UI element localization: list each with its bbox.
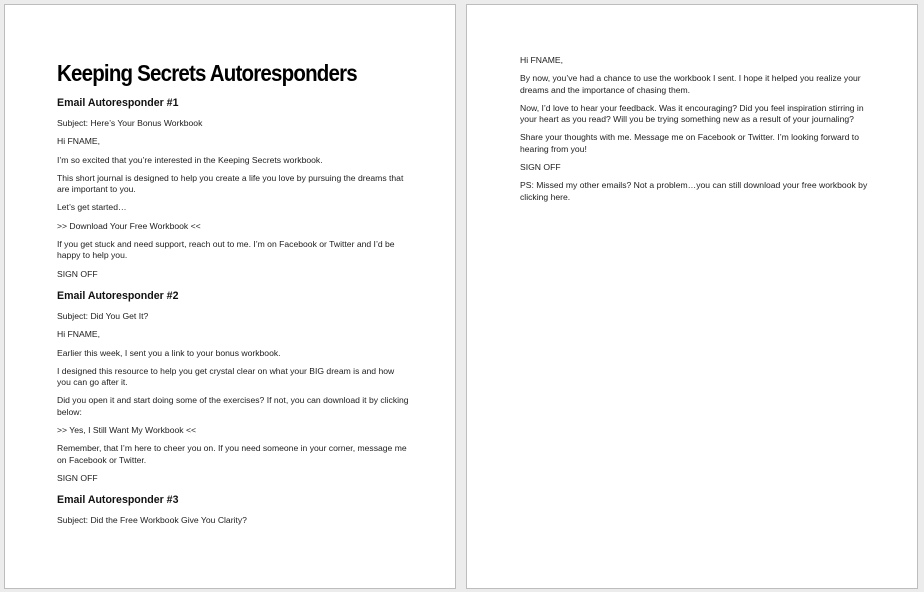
autoresponder-1-paragraph: This short journal is designed to help you create a life you love by pursuing the dreams that are important to you.: [57, 172, 404, 195]
still-want-workbook-link[interactable]: >> Yes, I Still Want My Workbook <<: [57, 425, 196, 436]
autoresponder-2-section: [57, 290, 409, 484]
document-page-2: [466, 4, 918, 589]
page-1-content: [57, 61, 409, 534]
autoresponder-3-paragraph: By now, you’ve had a chance to use the workbook I sent. I hope it helped you realize your dreams and the importance of chasing them.: [520, 73, 861, 95]
document-title: Keeping Secrets Autoresponders: [57, 61, 357, 87]
autoresponder-3-paragraph: Now, I’d love to hear your feedback. Was it encouraging? Did you feel inspiration stirring in your heart as you read? Will you be trying something new as a result of your journaling?: [520, 102, 864, 125]
autoresponder-3-greeting: Hi FNAME,: [520, 55, 563, 65]
page-2-content: [520, 55, 870, 210]
autoresponder-1-heading: Email Autoresponder #1: [57, 97, 179, 109]
autoresponder-3-signoff: SIGN OFF: [520, 162, 561, 173]
autoresponder-1-paragraph: Let’s get started…: [57, 202, 127, 213]
autoresponder-1-section: [57, 97, 409, 280]
autoresponder-2-subject: Subject: Did You Get It?: [57, 310, 149, 321]
autoresponder-1-greeting: Hi FNAME,: [57, 136, 100, 147]
autoresponder-2-signoff: SIGN OFF: [57, 472, 98, 483]
autoresponder-1-subject: Subject: Here’s Your Bonus Workbook: [57, 118, 203, 128]
autoresponder-3-paragraph: Share your thoughts with me. Message me on Facebook or Twitter. I’m looking forward to hearing from you!: [520, 132, 859, 154]
autoresponder-2-paragraph: I designed this resource to help you get crystal clear on what your BIG dream is and how you can go after it.: [57, 365, 395, 388]
autoresponder-1-paragraph: If you get stuck and need support, reach out to me. I’m on Facebook or Twitter and I’d be happy to help you.: [57, 239, 395, 261]
autoresponder-2-paragraph: Did you open it and start doing some of the exercises? If not, you can download it by clicking below:: [57, 395, 409, 417]
autoresponder-2-heading: Email Autoresponder #2: [57, 289, 179, 302]
autoresponder-2-paragraph: Remember, that I’m here to cheer you on. If you need someone in your corner, message me on Facebook or Twitter.: [57, 443, 407, 465]
autoresponder-1-signoff: SIGN OFF: [57, 268, 98, 279]
autoresponder-3-subject: Subject: Did the Free Workbook Give You Clarity?: [57, 515, 247, 526]
download-workbook-link[interactable]: >> Download Your Free Workbook <<: [57, 220, 201, 231]
autoresponder-1-paragraph: I’m so excited that you’re interested in the Keeping Secrets workbook.: [57, 154, 323, 165]
autoresponder-3-heading: Email Autoresponder #3: [57, 494, 179, 507]
autoresponder-3-section: [57, 494, 409, 526]
autoresponder-2-greeting: Hi FNAME,: [57, 329, 100, 340]
autoresponder-3-postscript: PS: Missed my other emails? Not a problem…you can still download your free workbook by clicking here.: [520, 180, 868, 202]
document-page-1: [4, 4, 456, 589]
autoresponder-2-paragraph: Earlier this week, I sent you a link to your bonus workbook.: [57, 347, 281, 358]
